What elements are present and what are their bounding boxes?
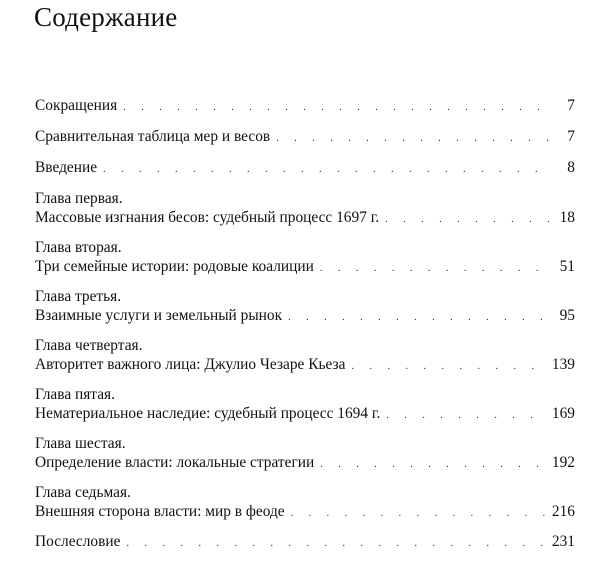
toc-line <box>35 96 575 117</box>
toc-page-number: 7 <box>567 128 575 145</box>
toc-page-number: 169 <box>551 405 575 422</box>
chapter-label: Глава вторая. <box>35 239 122 256</box>
toc-entry-chapter-5 <box>35 385 575 425</box>
toc-page-number: 192 <box>551 454 575 471</box>
toc-entry-chapter-3 <box>35 287 575 327</box>
toc-line <box>35 257 575 278</box>
toc-entry-chapter-4 <box>35 336 575 376</box>
dot-leader <box>291 504 548 523</box>
toc-entry-measures-table <box>35 127 575 148</box>
dot-leader <box>386 406 548 425</box>
toc-entry-title: Введение <box>35 159 98 176</box>
toc-entry-title: Нематериальное наследие: судебный процесс 1694 г. <box>35 405 381 422</box>
toc-entry-title: Внешняя сторона власти: мир в феоде <box>35 503 285 520</box>
toc-entry-abbreviations <box>35 96 575 117</box>
dot-leader <box>320 259 549 278</box>
chapter-label: Глава пятая. <box>35 386 115 403</box>
toc-entry-title: Сокращения <box>35 97 118 114</box>
toc-entry-title: Три семейные истории: родовые коалиции <box>35 258 314 275</box>
chapter-label: Глава третья. <box>35 288 122 305</box>
toc-page-number: 139 <box>551 356 575 373</box>
dot-leader <box>123 98 549 117</box>
dot-leader <box>320 455 548 474</box>
dot-leader <box>351 357 547 376</box>
toc-page-number: 95 <box>559 307 575 324</box>
toc-line <box>35 208 575 229</box>
toc-line <box>35 127 575 148</box>
dot-leader <box>385 210 549 229</box>
toc-entry-title: Определение власти: локальные стратегии <box>35 454 315 471</box>
toc-entry-title: Массовые изгнания бесов: судебный процесс 1697 г. <box>35 209 380 226</box>
toc-entry-chapter-6 <box>35 434 575 474</box>
toc-line <box>35 355 575 376</box>
dot-leader <box>276 129 549 148</box>
toc-page-number: 18 <box>559 209 575 226</box>
toc-page-number: 8 <box>567 159 575 176</box>
toc-entry-introduction <box>35 158 575 179</box>
toc-line <box>35 532 575 553</box>
toc-line <box>35 502 575 523</box>
page-title: Содержание <box>34 2 178 32</box>
chapter-label: Глава первая. <box>35 190 123 207</box>
chapter-label: Глава шестая. <box>35 435 126 452</box>
toc-entry-title: Авторитет важного лица: Джулио Чезаре Кьеза <box>35 356 346 373</box>
dot-leader <box>288 308 549 327</box>
toc-entry-chapter-7 <box>35 483 575 523</box>
toc-entry-chapter-1 <box>35 189 575 229</box>
toc-page-number: 216 <box>551 503 575 520</box>
toc-page-number: 51 <box>559 258 575 275</box>
toc-entry-title: Сравнительная таблица мер и весов <box>35 128 271 145</box>
toc-entry-title: Взаимные услуги и земельный рынок <box>35 307 283 324</box>
toc-line <box>35 453 575 474</box>
toc-entry-chapter-2 <box>35 238 575 278</box>
toc-line <box>35 158 575 179</box>
table-of-contents <box>35 96 575 563</box>
toc-entry-afterword <box>35 532 575 553</box>
toc-entry-title: Послесловие <box>35 533 121 550</box>
dot-leader <box>126 534 547 553</box>
toc-page-number: 7 <box>567 97 575 114</box>
dot-leader <box>103 160 549 179</box>
chapter-label: Глава четвертая. <box>35 337 143 354</box>
toc-page-number: 231 <box>551 533 575 550</box>
chapter-label: Глава седьмая. <box>35 484 131 501</box>
toc-line <box>35 306 575 327</box>
toc-line <box>35 404 575 425</box>
